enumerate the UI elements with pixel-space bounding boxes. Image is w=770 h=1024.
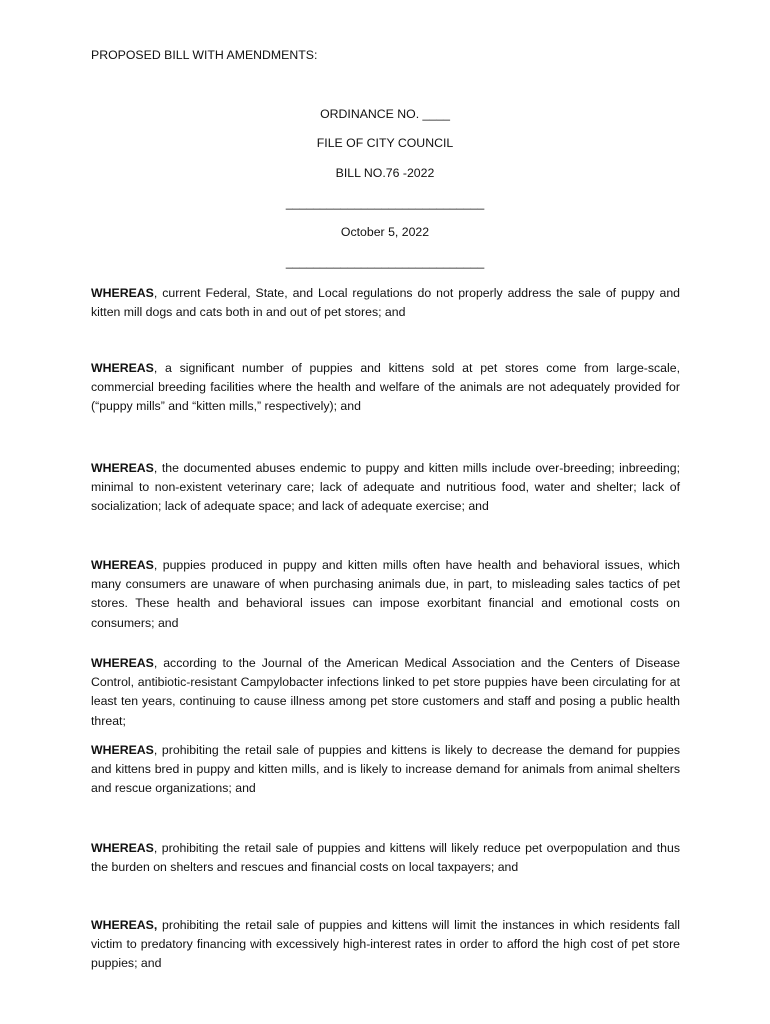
whereas-clause (91, 459, 680, 517)
whereas-label: WHEREAS (91, 361, 154, 375)
separator-line: _____________________________ (285, 196, 485, 210)
whereas-label: WHEREAS (91, 841, 154, 855)
whereas-clause (91, 556, 680, 633)
clause-text: , prohibiting the retail sale of puppies and kittens will likely reduce pet overpopulation and thus the burden on shelters and rescues and financial costs on local taxpayers; and (91, 841, 680, 875)
clause-text: , prohibiting the retail sale of puppies and kittens is likely to decrease the demand for puppies and kittens bred in puppy and kitten mills, and is likely to increase demand for animals from animal shelters and rescue organizations; and (91, 743, 680, 796)
ordinance-number: ORDINANCE NO. ____ (320, 107, 450, 121)
bill-number: BILL NO.76 -2022 (335, 166, 435, 180)
whereas-clause (91, 654, 680, 731)
clause-text: , the documented abuses endemic to puppy and kitten mills include over-breeding; inbreeding; minimal to non-existent veterinary care; lack of adequate and nutritious food, water and shelter; lack of socialization; lack of adequate space; and lack of adequate exercise; and (91, 461, 680, 514)
clause-text: , a significant number of puppies and kittens sold at pet stores come from large-scale, commercial breeding facilities where the health and welfare of the animals are not adequately provided for (“puppy mills” and “kitten mills,” respectively); and (91, 361, 680, 414)
whereas-clause (91, 839, 680, 877)
whereas-clause (91, 359, 680, 417)
whereas-label: WHEREAS (91, 461, 154, 475)
whereas-label: WHEREAS (91, 558, 154, 572)
separator-line: _____________________________ (285, 255, 485, 269)
whereas-label: WHEREAS, (91, 918, 158, 932)
whereas-label: WHEREAS (91, 286, 154, 300)
clause-text: , according to the Journal of the American Medical Association and the Centers of Disease Control, antibiotic-resistant Campylobacter infections linked to pet store puppies have been circulating for at least ten years, continuing to cause illness among pet store customers and staff and posing a public health threat; (91, 656, 680, 728)
whereas-clause (91, 284, 680, 322)
document-header: PROPOSED BILL WITH AMENDMENTS: (91, 48, 318, 62)
bill-date: October 5, 2022 (340, 225, 430, 239)
file-of-city-council: FILE OF CITY COUNCIL (316, 136, 454, 150)
clause-text: , puppies produced in puppy and kitten mills often have health and behavioral issues, which many consumers are unaware of when purchasing animals due, in part, to misleading sales tactics of pet stores. These health and behavioral issues can impose exorbitant financial and emotional costs on consumers; and (91, 558, 680, 630)
whereas-clause (91, 741, 680, 799)
clause-text: prohibiting the retail sale of puppies and kittens will limit the instances in which residents fall victim to predatory financing with excessively high-interest rates in order to afford the high cost of pet store puppies; and (91, 918, 680, 971)
whereas-clause (91, 916, 680, 974)
clause-text: , current Federal, State, and Local regulations do not properly address the sale of puppy and kitten mill dogs and cats both in and out of pet stores; and (91, 286, 680, 320)
whereas-label: WHEREAS (91, 743, 154, 757)
whereas-label: WHEREAS (91, 656, 154, 670)
